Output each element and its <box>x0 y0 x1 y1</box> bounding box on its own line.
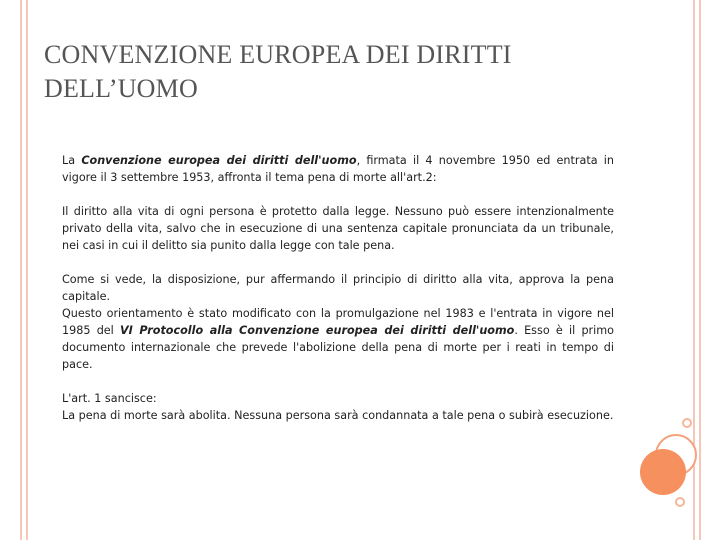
paragraph-article-1-heading: L'art. 1 sancisce: <box>62 392 157 405</box>
paragraph-article-2: Il diritto alla vita di ogni persona è protetto dalla legge. Nessuno può essere intenzionalmente privato della vita, salvo che in esecuzione di una sentenza capitale pronunciata da un tribunale, nei casi in cui il delitto sia punito dalla legge con tale pena. <box>62 205 614 252</box>
paragraph-article-1-text: La pena di morte sarà abolita. Nessuna persona sarà condannata a tale pena o subirà esecuzione. <box>62 409 614 422</box>
paragraph-intro <box>62 152 614 186</box>
left-border-line-inner <box>26 0 28 540</box>
left-border-line-outer <box>20 0 22 540</box>
decorative-orange-circle <box>640 449 686 495</box>
right-border-line-outer <box>699 0 701 540</box>
paragraph-comment: Come si vede, la disposizione, pur affermando il principio di diritto alla vita, approva la pena capitale. <box>62 273 614 303</box>
slide-title-line2: DELL’UOMO <box>44 74 198 103</box>
paragraph-protocol <box>62 305 614 373</box>
intro-text-end: , firmata il 4 novembre 1950 ed entrata in vigore il 3 settembre 1953, affronta il tema pena di morte all'art.2: <box>62 154 614 184</box>
slide-body <box>62 152 614 424</box>
slide-title-line1: CONVENZIONE EUROPEA DEI DIRITTI <box>44 40 512 69</box>
decorative-small-circle <box>682 418 692 428</box>
slide-title <box>44 38 644 106</box>
decorative-tiny-circle <box>675 497 685 507</box>
protocol-text-start: Questo orientamento è stato modificato con la promulgazione nel 1983 e l'entrata in vigore nel 1985 del <box>62 307 614 337</box>
protocol-name: VI Protocollo alla Convenzione europea dei diritti dell'uomo <box>120 324 515 337</box>
protocol-text-end: . Esso è il primo documento internazionale che prevede l'abolizione della pena di morte per i reati in tempo di pace. <box>62 324 614 371</box>
convention-name: Convenzione europea dei diritti dell'uomo <box>81 154 357 167</box>
intro-text-start: La <box>62 154 82 167</box>
